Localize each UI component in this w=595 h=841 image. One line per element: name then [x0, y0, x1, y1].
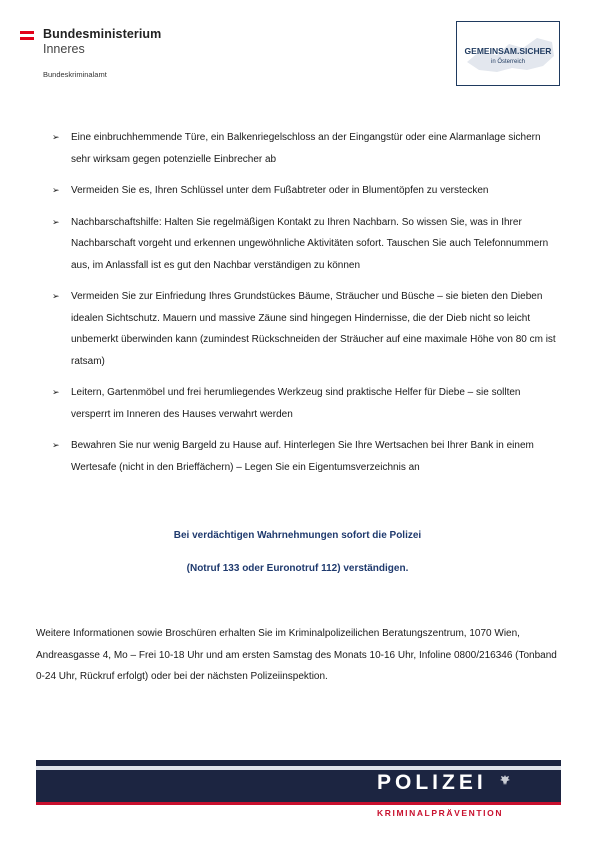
- list-item: [52, 286, 562, 372]
- ministry-name: [43, 27, 161, 57]
- kriminalpraevention-label: KRIMINALPRÄVENTION: [377, 808, 504, 818]
- list-item-text: Bewahren Sie nur wenig Bargeld zu Hause auf. Hinterlegen Sie Ihre Wertsachen bei Ihrer Bank in einem Wertesafe (nicht in den Brieffächern) – Legen Sie ein Eigentumsverzeichnis an: [71, 440, 534, 473]
- list-item: [52, 180, 562, 202]
- list-item-text: Vermeiden Sie zur Einfriedung Ihres Grundstückes Bäume, Sträucher und Büsche – sie bieten den Dieben idealen Sichtschutz. Mauern und massive Zäune sind hingegen Hindernisse, die der Dieb nicht so leicht unbemerkt überwinden kann (zumindest Rückschneiden der Sträucher auf eine maximale Höhe von 80 cm ist ratsam): [71, 291, 556, 367]
- list-item: [52, 382, 562, 425]
- arrowhead-bullet-icon: ➢: [52, 132, 60, 142]
- arrowhead-bullet-icon: ➢: [52, 291, 60, 301]
- arrowhead-bullet-icon: ➢: [52, 387, 60, 397]
- bullet-list: [52, 127, 562, 488]
- list-item-text: Vermeiden Sie es, Ihren Schlüssel unter dem Fußabtreter oder in Blumentöpfen zu verstecken: [71, 185, 489, 196]
- info-paragraph: Weitere Informationen sowie Broschüren erhalten Sie im Kriminalpolizeilichen Beratungszentrum, 1070 Wien, Andreasgasse 4, Mo – Frei 10-18 Uhr und am ersten Samstag des Monats 10-16 Uhr, Infoline 0800/216346 (Tonband 0-24 Uhr, Rückruf erfolgt) oder bei der nächsten Polizeiinspektion.: [36, 628, 557, 682]
- arrowhead-bullet-icon: ➢: [52, 440, 60, 450]
- arrowhead-bullet-icon: ➢: [52, 185, 60, 195]
- austria-flag-icon: [20, 31, 34, 40]
- polizei-brand: POLIZEI: [377, 771, 487, 794]
- agency-name: Bundeskriminalamt: [43, 70, 107, 79]
- arrowhead-bullet-icon: ➢: [52, 216, 60, 227]
- notice-line2: (Notruf 133 oder Euronotruf 112) verständigen.: [186, 563, 409, 574]
- list-item-text: Leitern, Gartenmöbel und frei herumliegendes Werkzeug sind praktische Helfer für Diebe – sie sollten versperrt im Inneren des Hauses verwahrt werden: [71, 387, 521, 420]
- gemeinsam-sicher-logo: [456, 21, 560, 86]
- list-item: [52, 435, 562, 478]
- logo-line1: GEMEINSAM.SICHER: [464, 46, 552, 56]
- footer-stripe: [36, 766, 561, 770]
- ministry-line2: Inneres: [43, 42, 85, 56]
- logo-line2: in Österreich: [490, 59, 525, 65]
- notice-line1: Bei verdächtigen Wahrnehmungen sofort die Polizei: [173, 530, 422, 541]
- ministry-line1: Bundesministerium: [43, 27, 162, 41]
- list-item-text: Eine einbruchhemmende Türe, ein Balkenriegelschloss an der Eingangstür oder eine Alarmanlage sichern sehr wirksam gegen potenzielle Einbrecher ab: [71, 132, 541, 165]
- list-item: [52, 212, 562, 277]
- eagle-emblem-icon: [499, 774, 511, 786]
- list-item: [52, 127, 562, 170]
- list-item-text: Nachbarschaftshilfe: Halten Sie regelmäßigen Kontakt zu Ihren Nachbarn. So wissen Sie, was in Ihrer Nachbarschaft vorgeht und erkennen ungewöhnliche Aktivitäten sofort. Tauschen Sie auch Telefonnummern aus, im Anlassfall ist es gut den Nachbar verständigen zu können: [71, 216, 549, 271]
- footer-red-stripe: [36, 802, 561, 805]
